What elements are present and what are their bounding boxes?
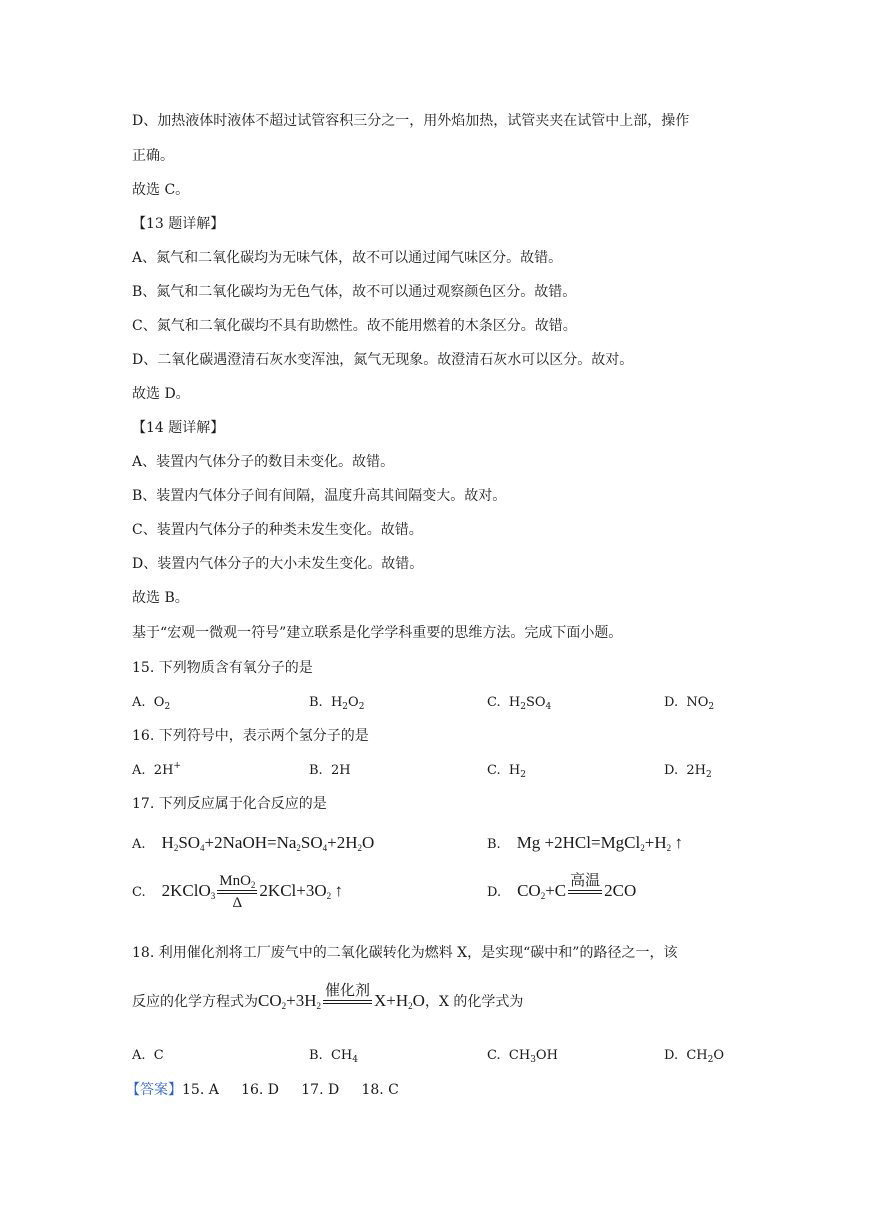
question-16: 16. 下列符号中，表示两个氢分子的是 <box>132 728 369 744</box>
q16-option-b: B. 2H <box>309 763 351 778</box>
q15-option-d: D. $NO_2$ <box>664 695 715 712</box>
text-line: 基于“宏观一微观一符号”建立联系是化学学科重要的思维方法。完成下面小题。 <box>132 625 623 641</box>
q17-option-d: D. $CO_2+C$ 高温 2CO <box>487 872 636 912</box>
section-heading: 【14 题详解】 <box>132 420 225 436</box>
reaction-condition: 催化剂 <box>323 982 372 1022</box>
answer-line <box>126 1081 399 1099</box>
text-line: 正确。 <box>132 148 174 164</box>
q15-option-b: B. $H_2O_2$ <box>309 695 365 712</box>
q17-option-b: B. $Mg +2HCl=MgCl_2+H_2$ ↑ <box>487 833 684 853</box>
q15-option-c: C. $H_2SO_4$ <box>487 695 552 712</box>
text-line: A、装置内气体分子的数目未变化。故错。 <box>132 454 395 470</box>
text-line: 故选 D。 <box>132 386 190 402</box>
text-line: D、装置内气体分子的大小未发生变化。故错。 <box>132 556 424 572</box>
q16-option-a: A. 2H+ <box>132 761 181 778</box>
answer-tag: 【答案】 <box>126 1082 182 1098</box>
section-heading: 【13 题详解】 <box>132 216 225 232</box>
question-18-equation-line: 反应的化学方程式为$CO_2+3H_2$ 催化剂 $X+H_2O$，X 的化学式为 <box>132 982 523 1022</box>
q16-option-c: C. $H_2$ <box>487 763 526 780</box>
q17-option-a: A. $H_2SO_4+2NaOH=Na_2SO_4+2H_2O$ <box>132 833 375 853</box>
reaction-condition: 高温 <box>568 872 602 912</box>
text-line: A、氮气和二氧化碳均为无味气体，故不可以通过闻气味区分。故错。 <box>132 250 563 266</box>
text-line: C、装置内气体分子的种类未发生变化。故错。 <box>132 522 423 538</box>
text-line: 故选 B。 <box>132 590 189 606</box>
q18-option-a: A. C <box>132 1048 164 1063</box>
q15-option-a: A. $O_2$ <box>132 695 171 712</box>
text-line: C、氮气和二氧化碳均不具有助燃性。故不能用燃着的木条区分。故错。 <box>132 318 577 334</box>
text-line: D、二氧化碳遇澄清石灰水变浑浊，氮气无现象。故澄清石灰水可以区分。故对。 <box>132 352 634 368</box>
text-line: D、加热液体时液体不超过试管容积三分之一，用外焰加热，试管夹夹在试管中上部，操作 <box>132 113 690 129</box>
text-line: B、氮气和二氧化碳均为无色气体，故不可以通过观察颜色区分。故错。 <box>132 284 577 300</box>
q16-option-d: D. $2H_2$ <box>664 763 712 780</box>
q18-option-b: B. $CH_4$ <box>309 1048 358 1065</box>
text-line: 故选 C。 <box>132 182 190 198</box>
reaction-condition: MnO$_2$ Δ <box>219 873 256 911</box>
answer-text: 15. A 16. D 17. D 18. C <box>182 1082 399 1098</box>
question-17: 17. 下列反应属于化合反应的是 <box>132 796 327 812</box>
question-18: 18. 利用催化剂将工厂废气中的二氧化碳转化为燃料 X，是实现“碳中和”的路径之一，该 <box>132 945 678 961</box>
q17-option-c: C. 2KClO$_3$ MnO$_2$ Δ $2KCl+3O_2$ ↑ <box>132 873 344 911</box>
q18-option-c: C. $CH_3OH$ <box>487 1048 558 1065</box>
question-15: 15. 下列物质含有氧分子的是 <box>132 660 313 676</box>
q18-option-d: D. $CH_2O$ <box>664 1048 725 1065</box>
text-line: B、装置内气体分子间有间隔，温度升高其间隔变大。故对。 <box>132 488 507 504</box>
